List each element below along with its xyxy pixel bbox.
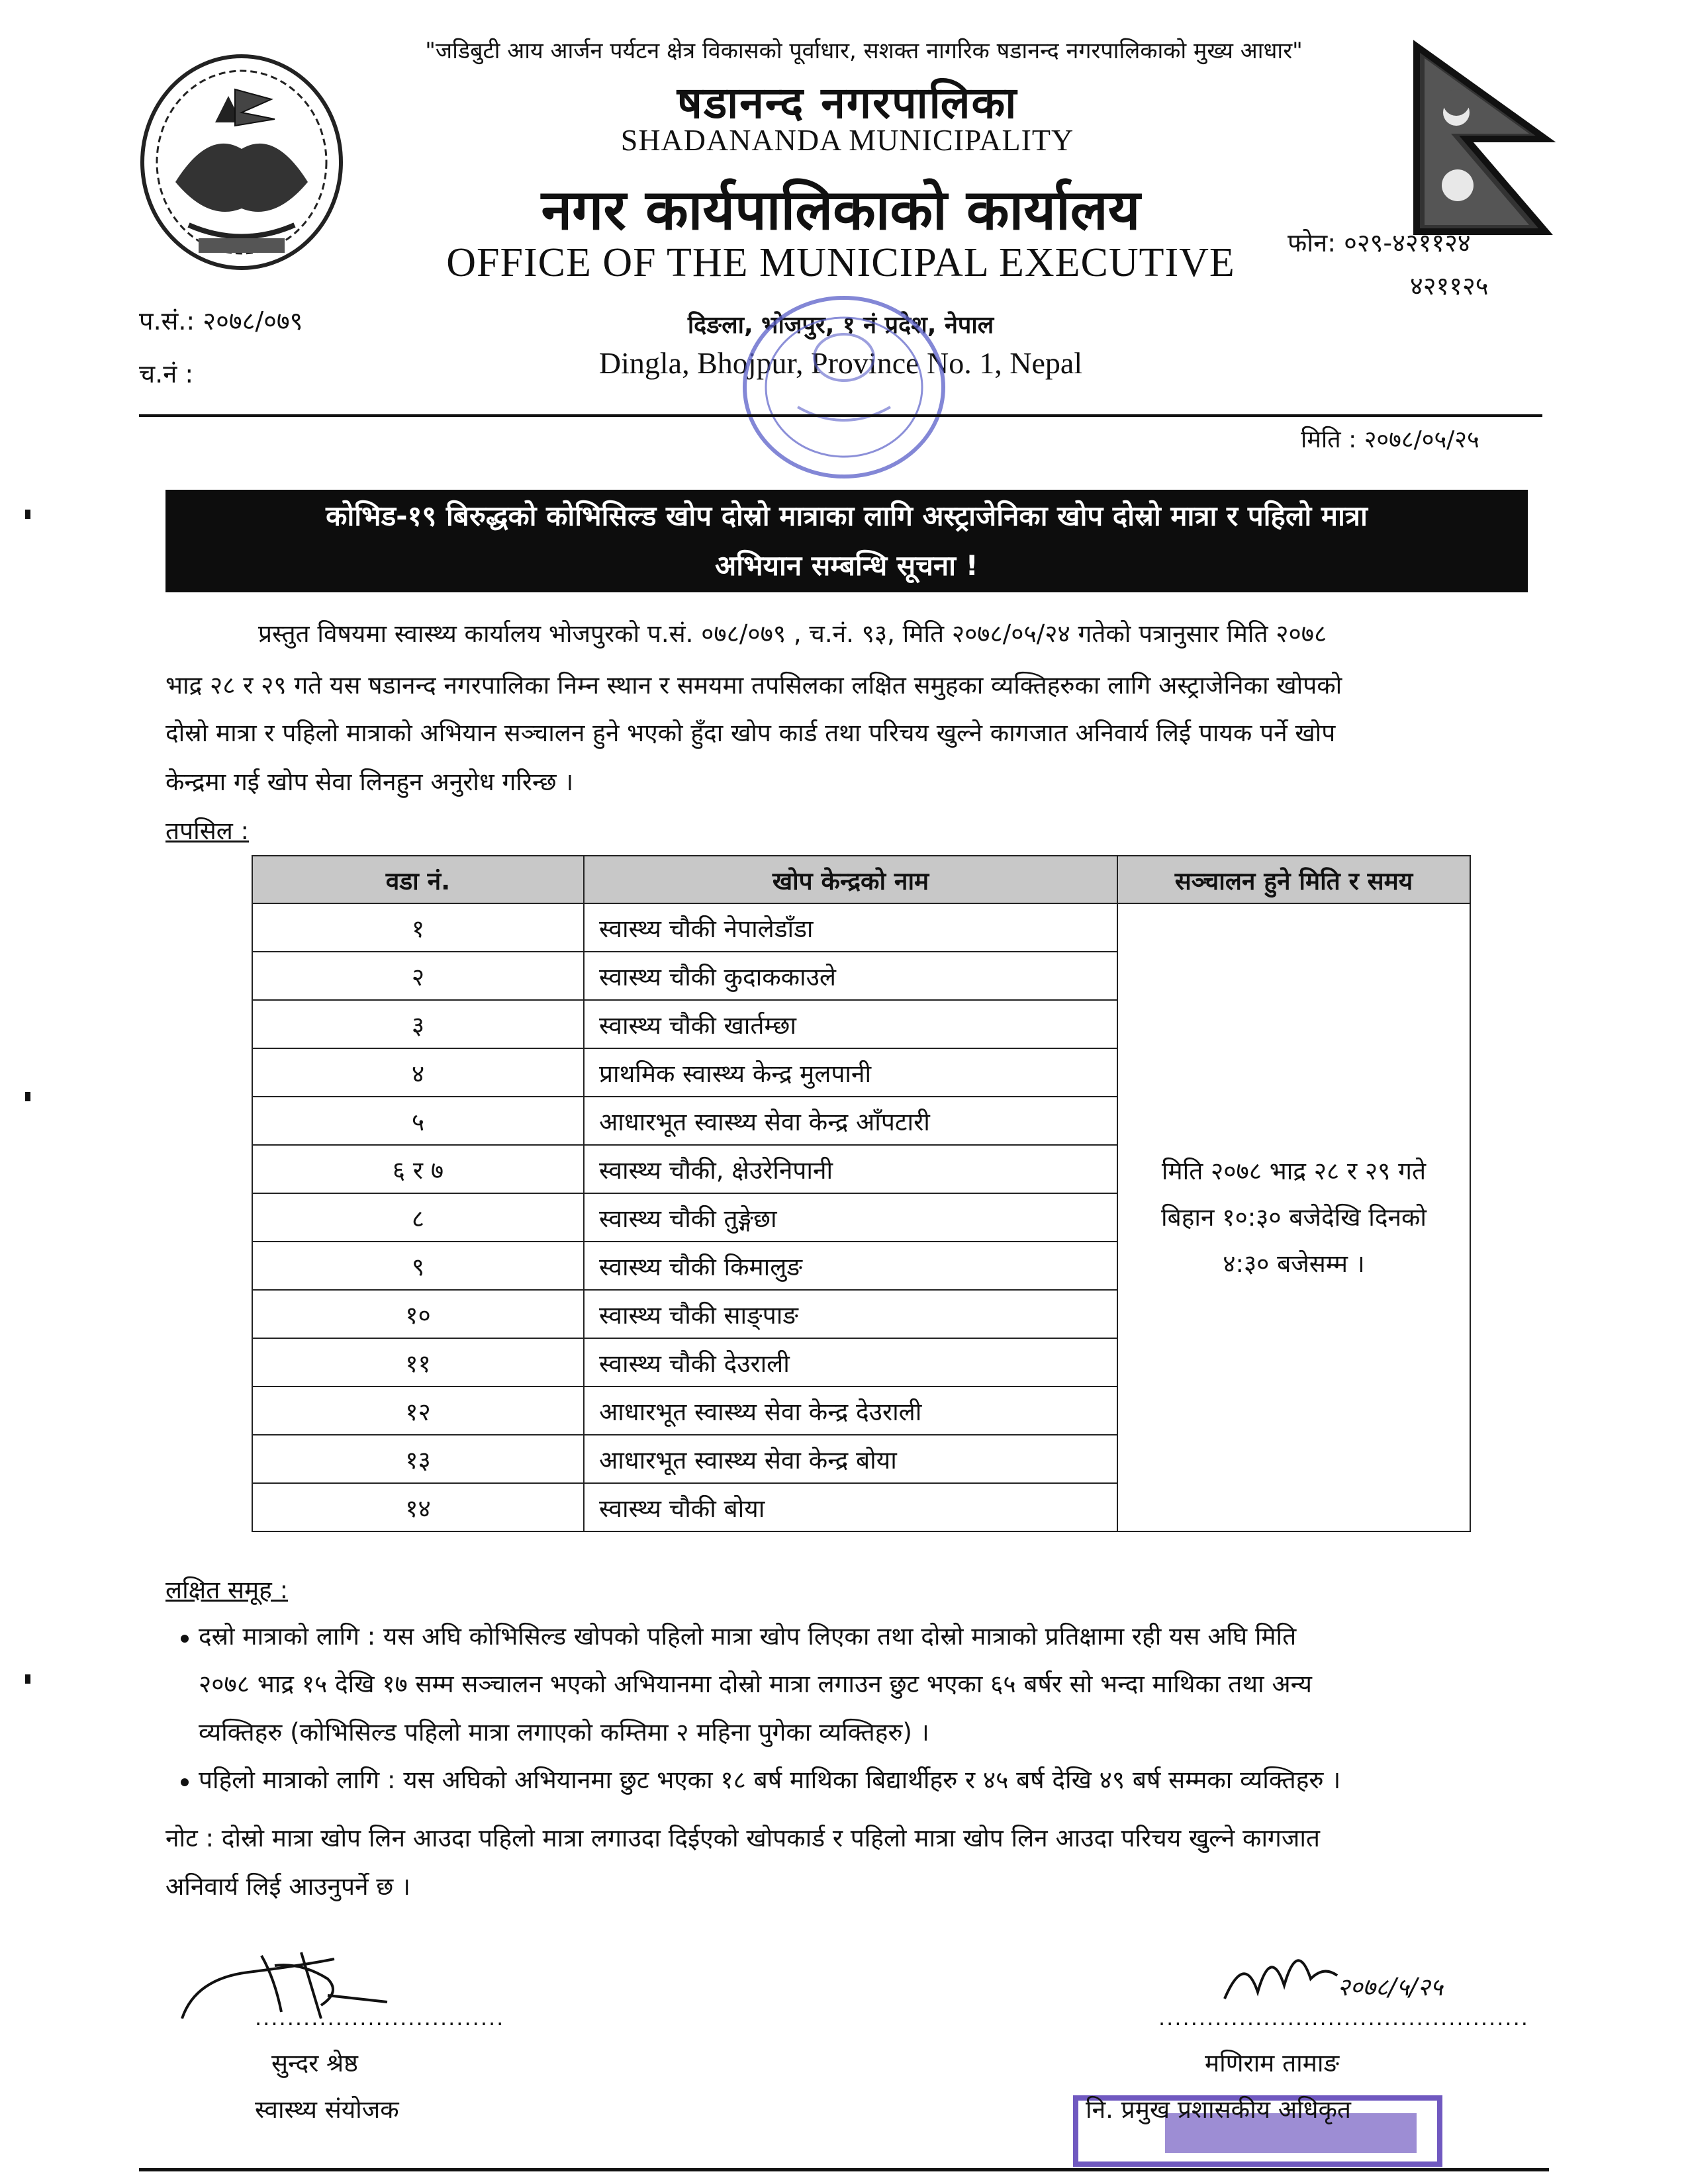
bullet-icon xyxy=(181,1635,189,1643)
ward-number: ५ xyxy=(252,1097,584,1145)
phone-number-2: ४२११२५ xyxy=(1410,271,1489,300)
signature-line-left: ............................... xyxy=(255,2005,505,2030)
reference-number: प.सं.: २०७८/०७९ xyxy=(139,306,303,336)
schedule-line: मिति २०७८ भाद्र २८ र २९ गते xyxy=(1161,1156,1427,1185)
center-name: स्वास्थ्य चौकी तुङ्गेछा xyxy=(584,1193,1117,1242)
ward-number: ६ र ७ xyxy=(252,1145,584,1193)
center-name: आधारभूत स्वास्थ्य सेवा केन्द्र बोया xyxy=(584,1435,1117,1483)
center-name: स्वास्थ्य चौकी किमालुङ xyxy=(584,1242,1117,1290)
center-name: आधारभूत स्वास्थ्य सेवा केन्द्र आँपटारी xyxy=(584,1097,1117,1145)
phone-number: फोन: ०२९-४२११२४ xyxy=(1288,228,1471,257)
ward-number: ११ xyxy=(252,1338,584,1387)
signatory-name-right: मणिराम तामाङ xyxy=(1205,2049,1340,2077)
ward-number: २ xyxy=(252,952,584,1000)
scan-margin-mark xyxy=(25,510,30,519)
ward-number: ३ xyxy=(252,1000,584,1048)
center-name: स्वास्थ्य चौकी खार्तम्छा xyxy=(584,1000,1117,1048)
address-np: दिङला, भोजपुर, १ नं प्रदेश, नेपाल xyxy=(687,312,994,339)
center-name: स्वास्थ्य चौकी कुदाककाउले xyxy=(584,952,1117,1000)
scan-margin-mark xyxy=(25,1092,30,1101)
tagline: "जडिबुटी आय आर्जन पर्यटन क्षेत्र विकासको पूर्वाधार, सशक्त नागरिक षडानन्द नगरपालिकाको मुख्य आधार" xyxy=(425,38,1303,64)
ward-number: १२ xyxy=(252,1387,584,1435)
municipality-name-en: SHADANANDA MUNICIPALITY xyxy=(620,123,1074,157)
signature-line-right: .............................................. xyxy=(1158,2005,1529,2030)
second-dose-line: दस्रो मात्राको लागि : यस अघि कोभिसिल्ड खोपको पहिलो मात्रा खोप लिएका तथा दोस्रो मात्राको प्रतिक्षामा रही यस अघि मिति xyxy=(199,1622,1297,1651)
signatory-title-left: स्वास्थ्य संयोजक xyxy=(255,2095,399,2124)
schedule-line: ४:३० बजेसम्म । xyxy=(1223,1249,1365,1278)
office-name-np: नगर कार्यपालिकाको कार्यालय xyxy=(541,177,1141,242)
schedule-cell xyxy=(1117,903,1470,1531)
letter-date: मिति : २०७८/०५/२५ xyxy=(1301,426,1479,453)
nepal-emblem-icon xyxy=(136,50,348,275)
center-name: स्वास्थ्य चौकी बोया xyxy=(584,1483,1117,1531)
signatory-name-left: सुन्दर श्रेष्ठ xyxy=(271,2049,358,2077)
center-name: स्वास्थ्य चौकी साङ्पाङ xyxy=(584,1290,1117,1338)
ward-number: १ xyxy=(252,903,584,952)
ward-number: ९ xyxy=(252,1242,584,1290)
nepal-flag-icon xyxy=(1403,40,1562,238)
office-round-stamp xyxy=(725,281,963,486)
header-ward: वडा नं. xyxy=(252,856,584,903)
footer-divider xyxy=(139,2168,1549,2171)
address-en: Dingla, Bhojpur, Province No. 1, Nepal xyxy=(598,346,1083,380)
body-line: भाद्र २८ र २९ गते यस षडानन्द नगरपालिका निम्न स्थान र समयमा तपसिलका लक्षित समुहका व्यक्तिहरुका लागि अस्ट्राजेनिका खोपको xyxy=(165,671,1342,700)
ward-number: ८ xyxy=(252,1193,584,1242)
ward-number: १४ xyxy=(252,1483,584,1531)
center-name: स्वास्थ्य चौकी नेपालेडाँडा xyxy=(584,903,1117,952)
office-name-en: OFFICE OF THE MUNICIPAL EXECUTIVE xyxy=(446,240,1235,285)
target-group-heading: लक्षित समूह : xyxy=(165,1576,289,1604)
center-name: स्वास्थ्य चौकी, क्षेउरेनिपानी xyxy=(584,1145,1117,1193)
center-name: स्वास्थ्य चौकी देउराली xyxy=(584,1338,1117,1387)
center-name: प्राथमिक स्वास्थ्य केन्द्र मुलपानी xyxy=(584,1048,1117,1097)
schedule-line: बिहान १०:३० बजेदेखि दिनको xyxy=(1160,1203,1427,1232)
first-dose-line: पहिलो मात्राको लागि : यस अघिको अभियानमा छुट भएका १८ बर्ष माथिका बिद्यार्थीहरु र ४५ बर्ष देखि ४९ बर्ष सम्मका व्यक्तिहरु । xyxy=(199,1766,1341,1794)
second-dose-line: २०७८ भाद्र १५ देखि १७ सम्म सञ्चालन भएको अभियानमा दोस्रो मात्रा लगाउन छुट भएका ६५ बर्षर सो भन्दा माथिका तथा अन्य xyxy=(199,1670,1312,1698)
note-line: अनिवार्य लिई आउनुपर्ने छ । xyxy=(165,1872,411,1901)
vaccination-schedule-table xyxy=(252,855,1471,1532)
dispatch-number: च.नं : xyxy=(139,359,194,388)
bullet-icon xyxy=(181,1778,189,1786)
ward-number: ४ xyxy=(252,1048,584,1097)
table-row xyxy=(252,903,1470,952)
header-schedule: सञ्चालन हुने मिति र समय xyxy=(1117,856,1470,903)
signatory-title-right: नि. प्रमुख प्रशासकीय अधिकृत xyxy=(1086,2095,1351,2124)
body-line: दोस्रो मात्रा र पहिलो मात्राको अभियान सञ्चालन हुने भएको हुँदा खोप कार्ड तथा परिचय खुल्ने कागजात अनिवार्य लिई पायक पर्ने खोप xyxy=(165,719,1336,747)
body-line: प्रस्तुत विषयमा स्वास्थ्य कार्यालय भोजपुरको प.सं. ०७८/०७९ , च.नं. ९३, मिति २०७८/०५/२४ गतेको पत्रानुसार मिति २०७८ xyxy=(258,619,1327,648)
ward-number: १३ xyxy=(252,1435,584,1483)
notice-title-line-2: अभियान सम्बन्धि सूचना ! xyxy=(715,549,978,582)
header-divider xyxy=(139,414,1542,417)
notice-title-line-1: कोभिड-१९ बिरुद्धको कोभिसिल्ड खोप दोस्रो मात्राका लागि अस्ट्राजेनिका खोप दोस्रो मात्रा र पहिलो मात्रा xyxy=(326,500,1368,532)
note-line: नोट : दोस्रो मात्रा खोप लिन आउदा पहिलो मात्रा लगाउदा दिईएको खोपकार्ड र पहिलो मात्रा खोप लिन आउदा परिचय खुल्ने कागजात xyxy=(165,1824,1321,1852)
center-name: आधारभूत स्वास्थ्य सेवा केन्द्र देउराली xyxy=(584,1387,1117,1435)
header-center: खोप केन्द्रको नाम xyxy=(584,856,1117,903)
scan-margin-mark xyxy=(25,1674,30,1684)
table-header-row xyxy=(252,856,1470,903)
body-line: केन्द्रमा गई खोप सेवा लिनहुन अनुरोध गरिन्छ । xyxy=(165,768,574,796)
second-dose-line: व्यक्तिहरु (कोभिसिल्ड पहिलो मात्रा लगाएको कम्तिमा २ महिना पुगेका व्यक्तिहरु) । xyxy=(199,1718,929,1747)
tapasil-label: तपसिल : xyxy=(165,817,250,845)
municipality-name-np: षडानन्द नगरपालिका xyxy=(677,77,1018,128)
handwritten-date: २०७८/५/२५ xyxy=(1337,1973,1443,2001)
ward-number: १० xyxy=(252,1290,584,1338)
